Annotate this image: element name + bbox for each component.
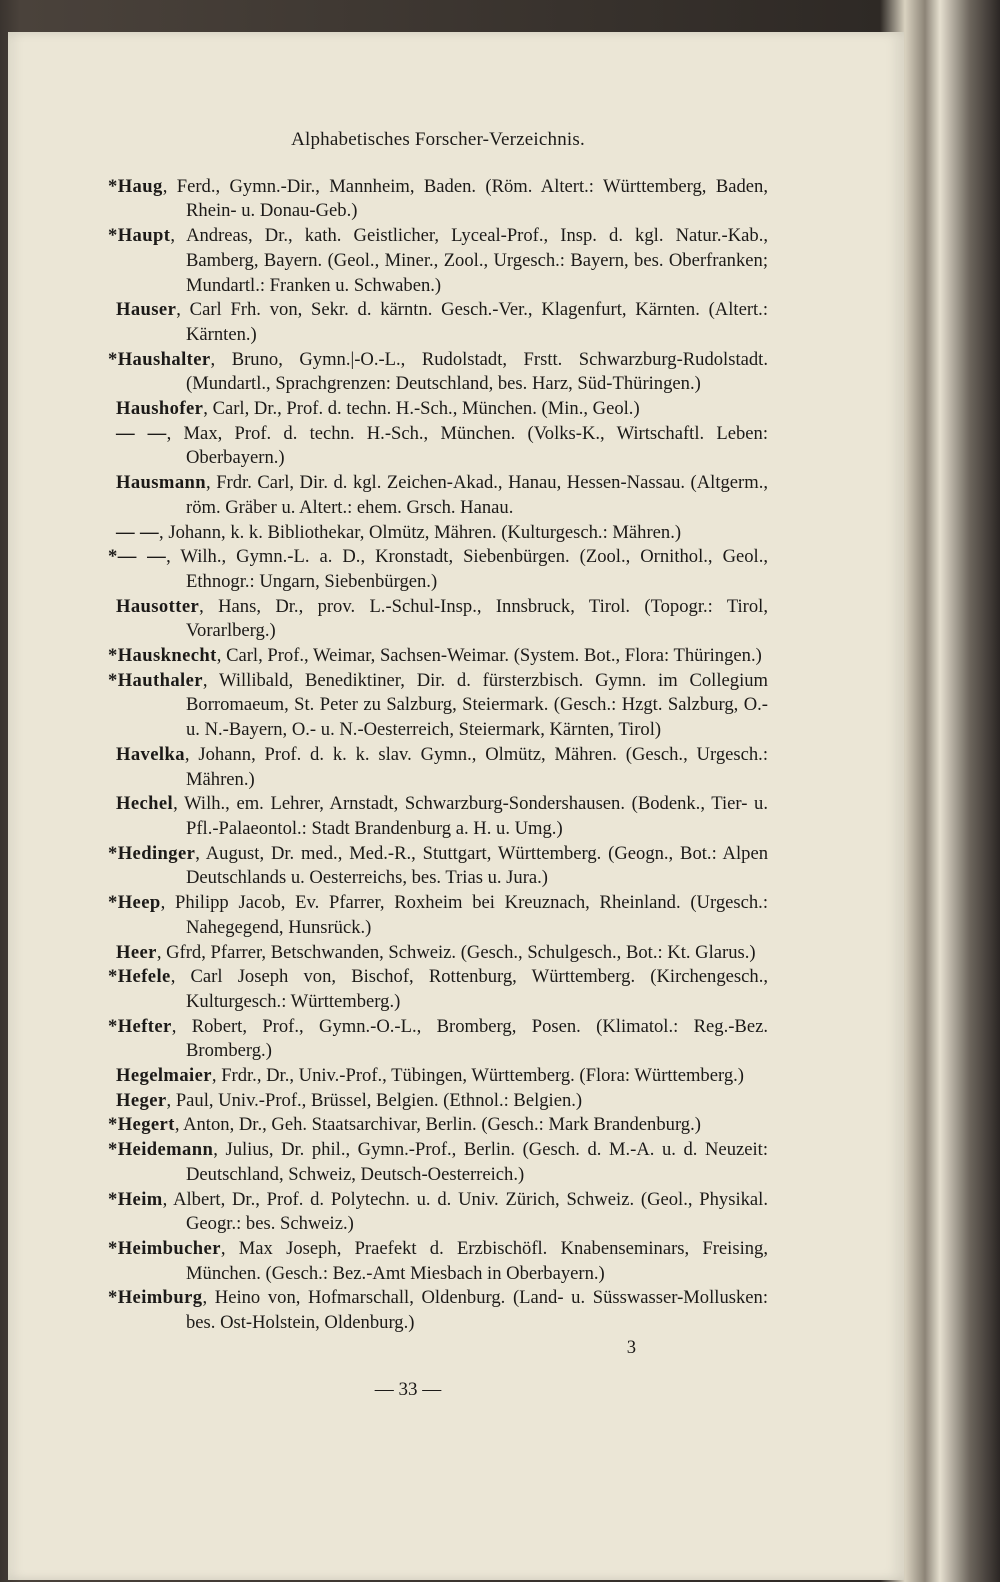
directory-entry [108,422,768,471]
entry-name: *Hauthaler [108,669,203,691]
entry-details: , Willibald, Benediktiner, Dir. d. fürsterzbisch. Gymn. im Collegium Borromaeum, St. Peter zu Salzburg, Steiermark. (Gesch.: Hzgt. Salzburg, O.- u. N.-Bayern, O.- u. N.-Oesterreich, Steiermark, Kärnten, Tirol) [186,669,768,741]
entry-name: Heer [116,941,157,963]
directory-entry [108,1015,768,1064]
directory-entry [108,1064,768,1089]
entry-details: , Carl, Prof., Weimar, Sachsen-Weimar. (System. Bot., Flora: Thüringen.) [216,645,762,667]
page-number: — 33 — [374,1379,442,1401]
directory-entry [108,842,768,891]
directory-entry [108,792,768,841]
entry-name: Hausotter [116,595,200,617]
entry-name: *Hefter [108,1015,172,1037]
signature-mark: 3 [626,1336,636,1358]
directory-entry [108,1113,768,1138]
entry-name: *Haupt [108,225,171,247]
entry-details: , Robert, Prof., Gymn.-O.-L., Bromberg, Posen. (Klimatol.: Reg.-Bez. Bromberg.) [171,1015,768,1062]
entry-details: , Gfrd, Pfarrer, Betschwanden, Schweiz. (Gesch., Schulgesch., Bot.: Kt. Glarus.) [156,941,756,963]
entry-list [108,175,768,1336]
entry-details: , Max Joseph, Praefekt d. Erzbischöfl. Knabenseminars, Freising, München. (Gesch.: Bez.-Amt Miesbach in Oberbayern.) [186,1237,768,1284]
entry-details: , Hans, Dr., prov. L.-Schul-Insp., Innsbruck, Tirol. (Topogr.: Tirol, Vorarlberg.) [186,595,768,642]
entry-name: — — [116,521,160,543]
entry-details: , Frdr. Carl, Dir. d. kgl. Zeichen-Akad., Hanau, Hessen-Nassau. (Altgerm., röm. Gräber u. Altert.: ehem. Grsch. Hanau. [186,472,768,518]
entry-details: , Paul, Univ.-Prof., Brüssel, Belgien. (Ethnol.: Belgien.) [166,1089,583,1111]
entry-name: *— — [108,546,167,568]
entry-name: *Hausknecht [108,645,217,667]
entry-details: , Albert, Dr., Prof. d. Polytechn. u. d. Univ. Zürich, Schweiz. (Geol., Physikal. Geogr.: bes. Schweiz.) [162,1188,768,1235]
directory-entry [108,1237,768,1286]
directory-entry [108,1138,768,1187]
directory-entry [108,298,768,347]
entry-name: — — [116,422,167,444]
entry-name: *Heim [108,1188,163,1210]
entry-name: *Heidemann [108,1139,214,1161]
page-content [108,128,768,1403]
entry-details: , Frdr., Dr., Univ.-Prof., Tübingen, Württemberg. (Flora: Württemberg.) [211,1065,744,1087]
entry-name: *Heimbucher [108,1237,221,1259]
entry-details: , Wilh., Gymn.-L. a. D., Kronstadt, Siebenbürgen. (Zool., Ornithol., Geol., Ethnogr.: Ungarn, Siebenbürgen.) [166,546,769,592]
directory-entry [108,471,768,520]
directory-entry [108,1089,768,1114]
directory-entry [108,175,768,224]
entry-name: *Heimburg [108,1287,203,1309]
directory-entry [108,595,768,644]
running-header: Alphabetisches Forscher-Verzeichnis. [291,129,585,150]
entry-details: , Wilh., em. Lehrer, Arnstadt, Schwarzburg-Sondershausen. (Bodenk., Tier- u. Pfl.-Palaeontol.: Stadt Brandenburg a. H. u. Umg.) [173,793,768,839]
entry-details: , Johann, k. k. Bibliothekar, Olmütz, Mähren. (Kulturgesch.: Mähren.) [159,521,682,543]
entry-details: , Carl Frh. von, Sekr. d. kärntn. Gesch.-Ver., Klagenfurt, Kärnten. (Altert.: Kärnten.) [176,299,768,345]
directory-entry [108,644,768,669]
directory-entry [108,1188,768,1237]
entry-name: Hauser [116,299,177,321]
directory-entry [108,545,768,594]
directory-entry [108,669,768,743]
directory-entry [108,743,768,792]
entry-details: , Bruno, Gymn.|-O.-L., Rudolstadt, Frstt. Schwarzburg-Rudolstadt. (Mundartl., Sprachgrenzen: Deutschland, bes. Harz, Süd-Thüringen.) [186,348,768,395]
directory-entry [108,348,768,397]
entry-name: Havelka [116,743,185,765]
directory-entry [108,1286,768,1335]
entry-details: , Andreas, Dr., kath. Geistlicher, Lyceal-Prof., Insp. d. kgl. Natur.-Kab., Bamberg, Bayern. (Geol., Miner., Zool., Urgesch.: Bayern, bes. Oberfranken; Mundartl.: Franken u. Schwaben.) [170,225,768,296]
entry-name: *Haushalter [108,348,211,370]
directory-entry [108,941,768,966]
entry-details: , Julius, Dr. phil., Gymn.-Prof., Berlin. (Gesch. d. M.-A. u. d. Neuzeit: Deutschland, Schweiz, Deutsch-Oesterreich.) [186,1139,768,1185]
directory-entry [108,224,768,298]
entry-name: *Haug [108,175,163,197]
entry-name: Hausmann [116,472,207,494]
entry-name: *Heep [108,892,161,914]
entry-name: *Hegert [108,1114,175,1136]
directory-entry [108,397,768,422]
entry-details: , Carl, Dr., Prof. d. techn. H.-Sch., München. (Min., Geol.) [203,398,640,420]
entry-name: Haushofer [116,398,204,420]
entry-details: , August, Dr. med., Med.-R., Stuttgart, Württemberg. (Geogn., Bot.: Alpen Deutschlands u. Oesterreichs, bes. Trias u. Jura.) [186,842,768,889]
entry-details: , Anton, Dr., Geh. Staatsarchivar, Berlin. (Gesch.: Mark Brandenburg.) [174,1114,701,1136]
entry-name: *Hedinger [108,842,196,864]
entry-name: *Hefele [108,966,171,988]
directory-entry [108,891,768,940]
directory-entry [108,521,768,546]
entry-name: Heger [116,1089,167,1111]
directory-entry [108,965,768,1014]
entry-details: , Philipp Jacob, Ev. Pfarrer, Roxheim bei Kreuznach, Rheinland. (Urgesch.: Nahegegend, Hunsrück.) [160,892,768,938]
book-page [8,32,904,1580]
entry-name: Hegelmaier [116,1065,212,1087]
entry-details: , Max, Prof. d. techn. H.-Sch., München. (Volks-K., Wirtschaftl. Leben: Oberbayern.) [166,422,768,469]
entry-details: , Johann, Prof. d. k. k. slav. Gymn., Olmütz, Mähren. (Gesch., Urgesch.: Mähren.) [184,743,768,790]
entry-name: Hechel [116,793,174,815]
entry-details: , Carl Joseph von, Bischof, Rottenburg, Württemberg. (Kirchengesch., Kulturgesch.: Württemberg.) [170,966,768,1012]
entry-details: , Ferd., Gymn.-Dir., Mannheim, Baden. (Röm. Altert.: Württemberg, Baden, Rhein- u. Donau-Geb.) [162,175,768,222]
entry-details: , Heino von, Hofmarschall, Oldenburg. (Land- u. Süsswasser-Mollusken: bes. Ost-Holstein, Oldenburg.) [186,1287,768,1334]
